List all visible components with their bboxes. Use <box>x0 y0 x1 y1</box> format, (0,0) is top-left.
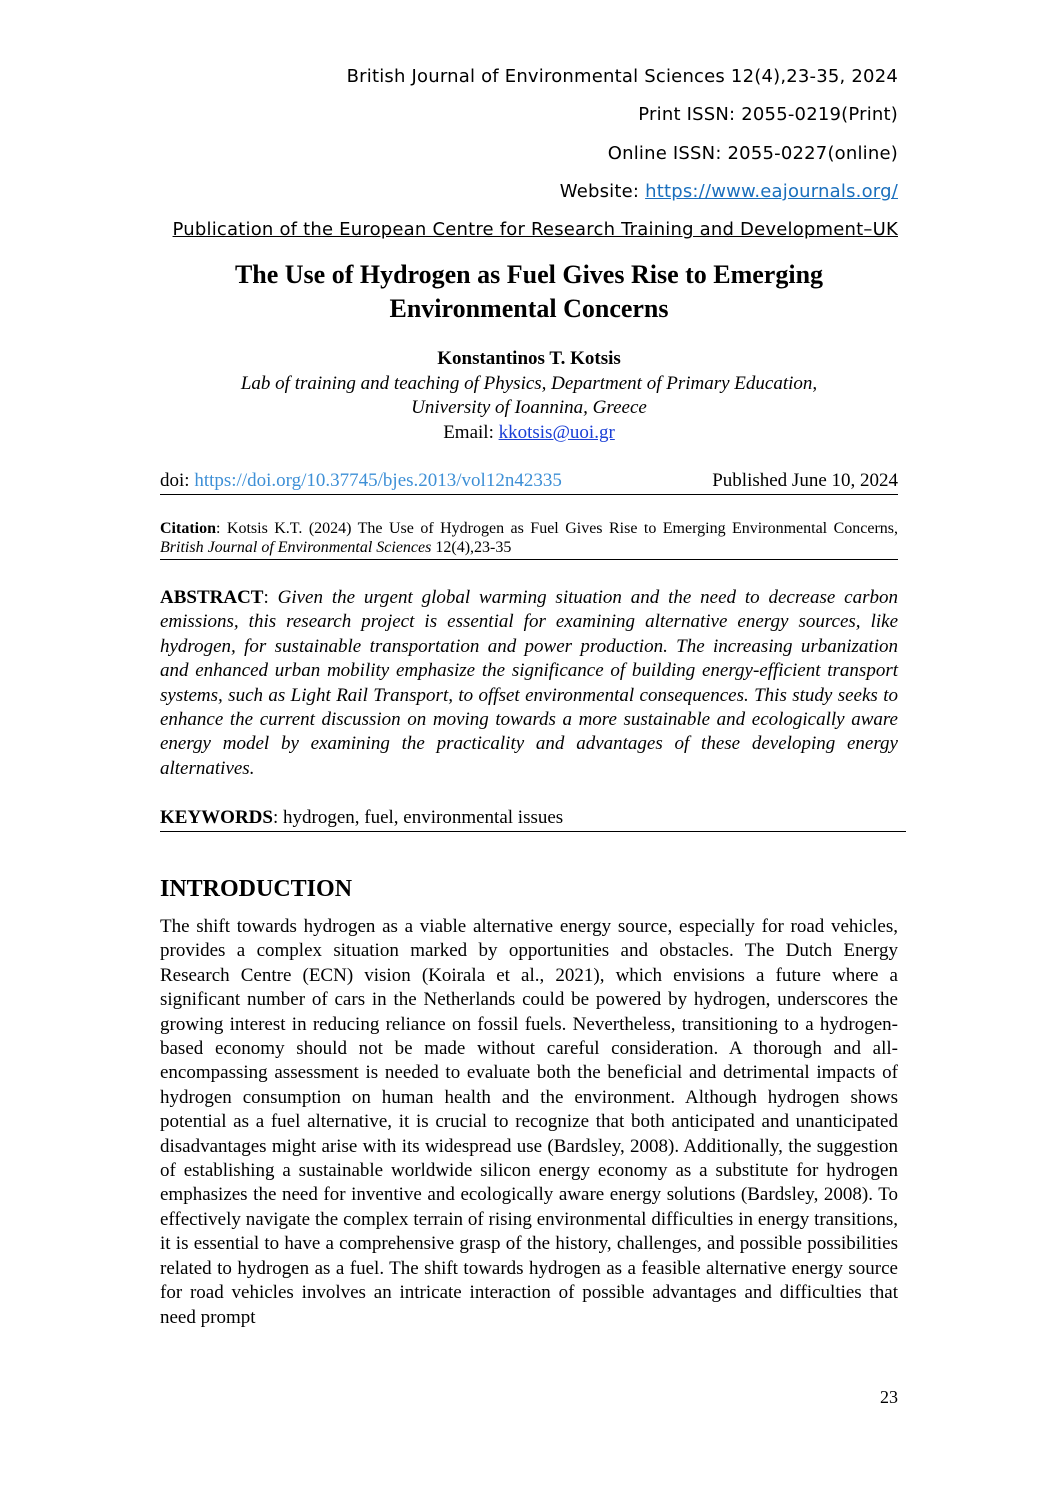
email-line <box>160 421 898 445</box>
introduction-paragraph: The shift towards hydrogen as a viable alternative energy source, especially for road vehicles, provides a complex situation marked by opportunities and obstacles. The Dutch Energy Research Centre (ECN) vision (Koirala et al., 2021), which envisions a future where a significant number of cars in the Netherlands could be powered by hydrogen, underscores the growing interest in reducing reliance on fossil fuels. Nevertheless, transitioning to a hydrogen-based economy should not be made without careful consideration. A thorough and all-encompassing assessment is needed to evaluate both the beneficial and detrimental impacts of hydrogen consumption on human health and the environment. Although hydrogen shows potential as a fuel alternative, it is crucial to recognize that both anticipated and unanticipated disadvantages might arise with its widespread use (Bardsley, 2008). Additionally, the suggestion of establishing a sustainable worldwide silicon energy economy as a substitute for hydrogen emphasizes the need for inventive and ecologically aware energy solutions (Bardsley, 2008). To effectively navigate the complex terrain of rising environmental difficulties in energy transitions, it is essential to have a comprehensive grasp of the history, challenges, and possible possibilities related to hydrogen as a fuel. The shift towards hydrogen as a feasible alternative energy source for road vehicles involves an intricate interaction of possible advantages and difficulties that need prompt <box>160 916 898 1328</box>
author-affiliation <box>160 372 898 420</box>
citation-text: : Kotsis K.T. (2024) The Use of Hydrogen as Fuel Gives Rise to Emerging Environmental Concerns, <box>216 520 898 537</box>
abstract-separator: : <box>263 587 278 608</box>
keywords-block <box>160 806 906 832</box>
citation-label: Citation <box>160 520 216 537</box>
affiliation-line-2: University of Ioannina, Greece <box>411 397 647 418</box>
author-name: Konstantinos T. Kotsis <box>437 348 621 369</box>
website-label: Website: <box>559 181 646 202</box>
page-number: 23 <box>880 1387 898 1407</box>
citation-block <box>160 519 898 560</box>
paper-page <box>160 0 898 1497</box>
introduction-heading: INTRODUCTION <box>160 876 353 902</box>
doi-label: doi: <box>160 470 195 491</box>
published-date: Published June 10, 2024 <box>712 470 898 491</box>
abstract-label: ABSTRACT <box>160 587 264 608</box>
email-label: Email: <box>443 422 499 443</box>
doi-link[interactable]: https://doi.org/10.37745/bjes.2013/vol12n42335 <box>194 470 562 491</box>
journal-citation-header: British Journal of Environmental Sciences 12(4),23-35, 2024 <box>346 66 898 87</box>
title-line-2: Environmental Concerns <box>389 294 669 323</box>
keywords-label: KEYWORDS <box>160 807 273 828</box>
keywords-text: : hydrogen, fuel, environmental issues <box>272 807 564 828</box>
abstract-block <box>160 586 898 781</box>
citation-volume: 12(4),23-35 <box>431 539 512 556</box>
website-line <box>560 181 898 202</box>
title-line-1: The Use of Hydrogen as Fuel Gives Rise to Emerging <box>234 260 824 289</box>
website-link[interactable]: https://www.eajournals.org/ <box>645 181 898 202</box>
doi-row <box>160 469 898 495</box>
citation-journal: British Journal of Environmental Sciences <box>160 539 432 556</box>
paper-title <box>160 258 898 326</box>
email-link[interactable]: kkotsis@uoi.gr <box>498 422 615 443</box>
abstract-text: Given the urgent global warming situation and the need to decrease carbon emissions, this research project is essential for examining alternative energy sources, like hydrogen, for sustainable transportation and power production. The increasing urbanization and enhanced urban mobility emphasize the significance of building energy-efficient transport systems, such as Light Rail Transport, to offset environmental consequences. This study seeks to enhance the current discussion on moving towards a more sustainable and ecologically aware energy model by examining the practicality and advantages of these developing energy alternatives. <box>160 587 898 779</box>
print-issn: Print ISSN: 2055-0219(Print) <box>638 104 898 125</box>
online-issn: Online ISSN: 2055-0227(online) <box>607 143 898 164</box>
publisher-line: Publication of the European Centre for Research Training and Development–UK <box>172 219 898 240</box>
affiliation-line-1: Lab of training and teaching of Physics, Department of Primary Education, <box>240 373 818 394</box>
